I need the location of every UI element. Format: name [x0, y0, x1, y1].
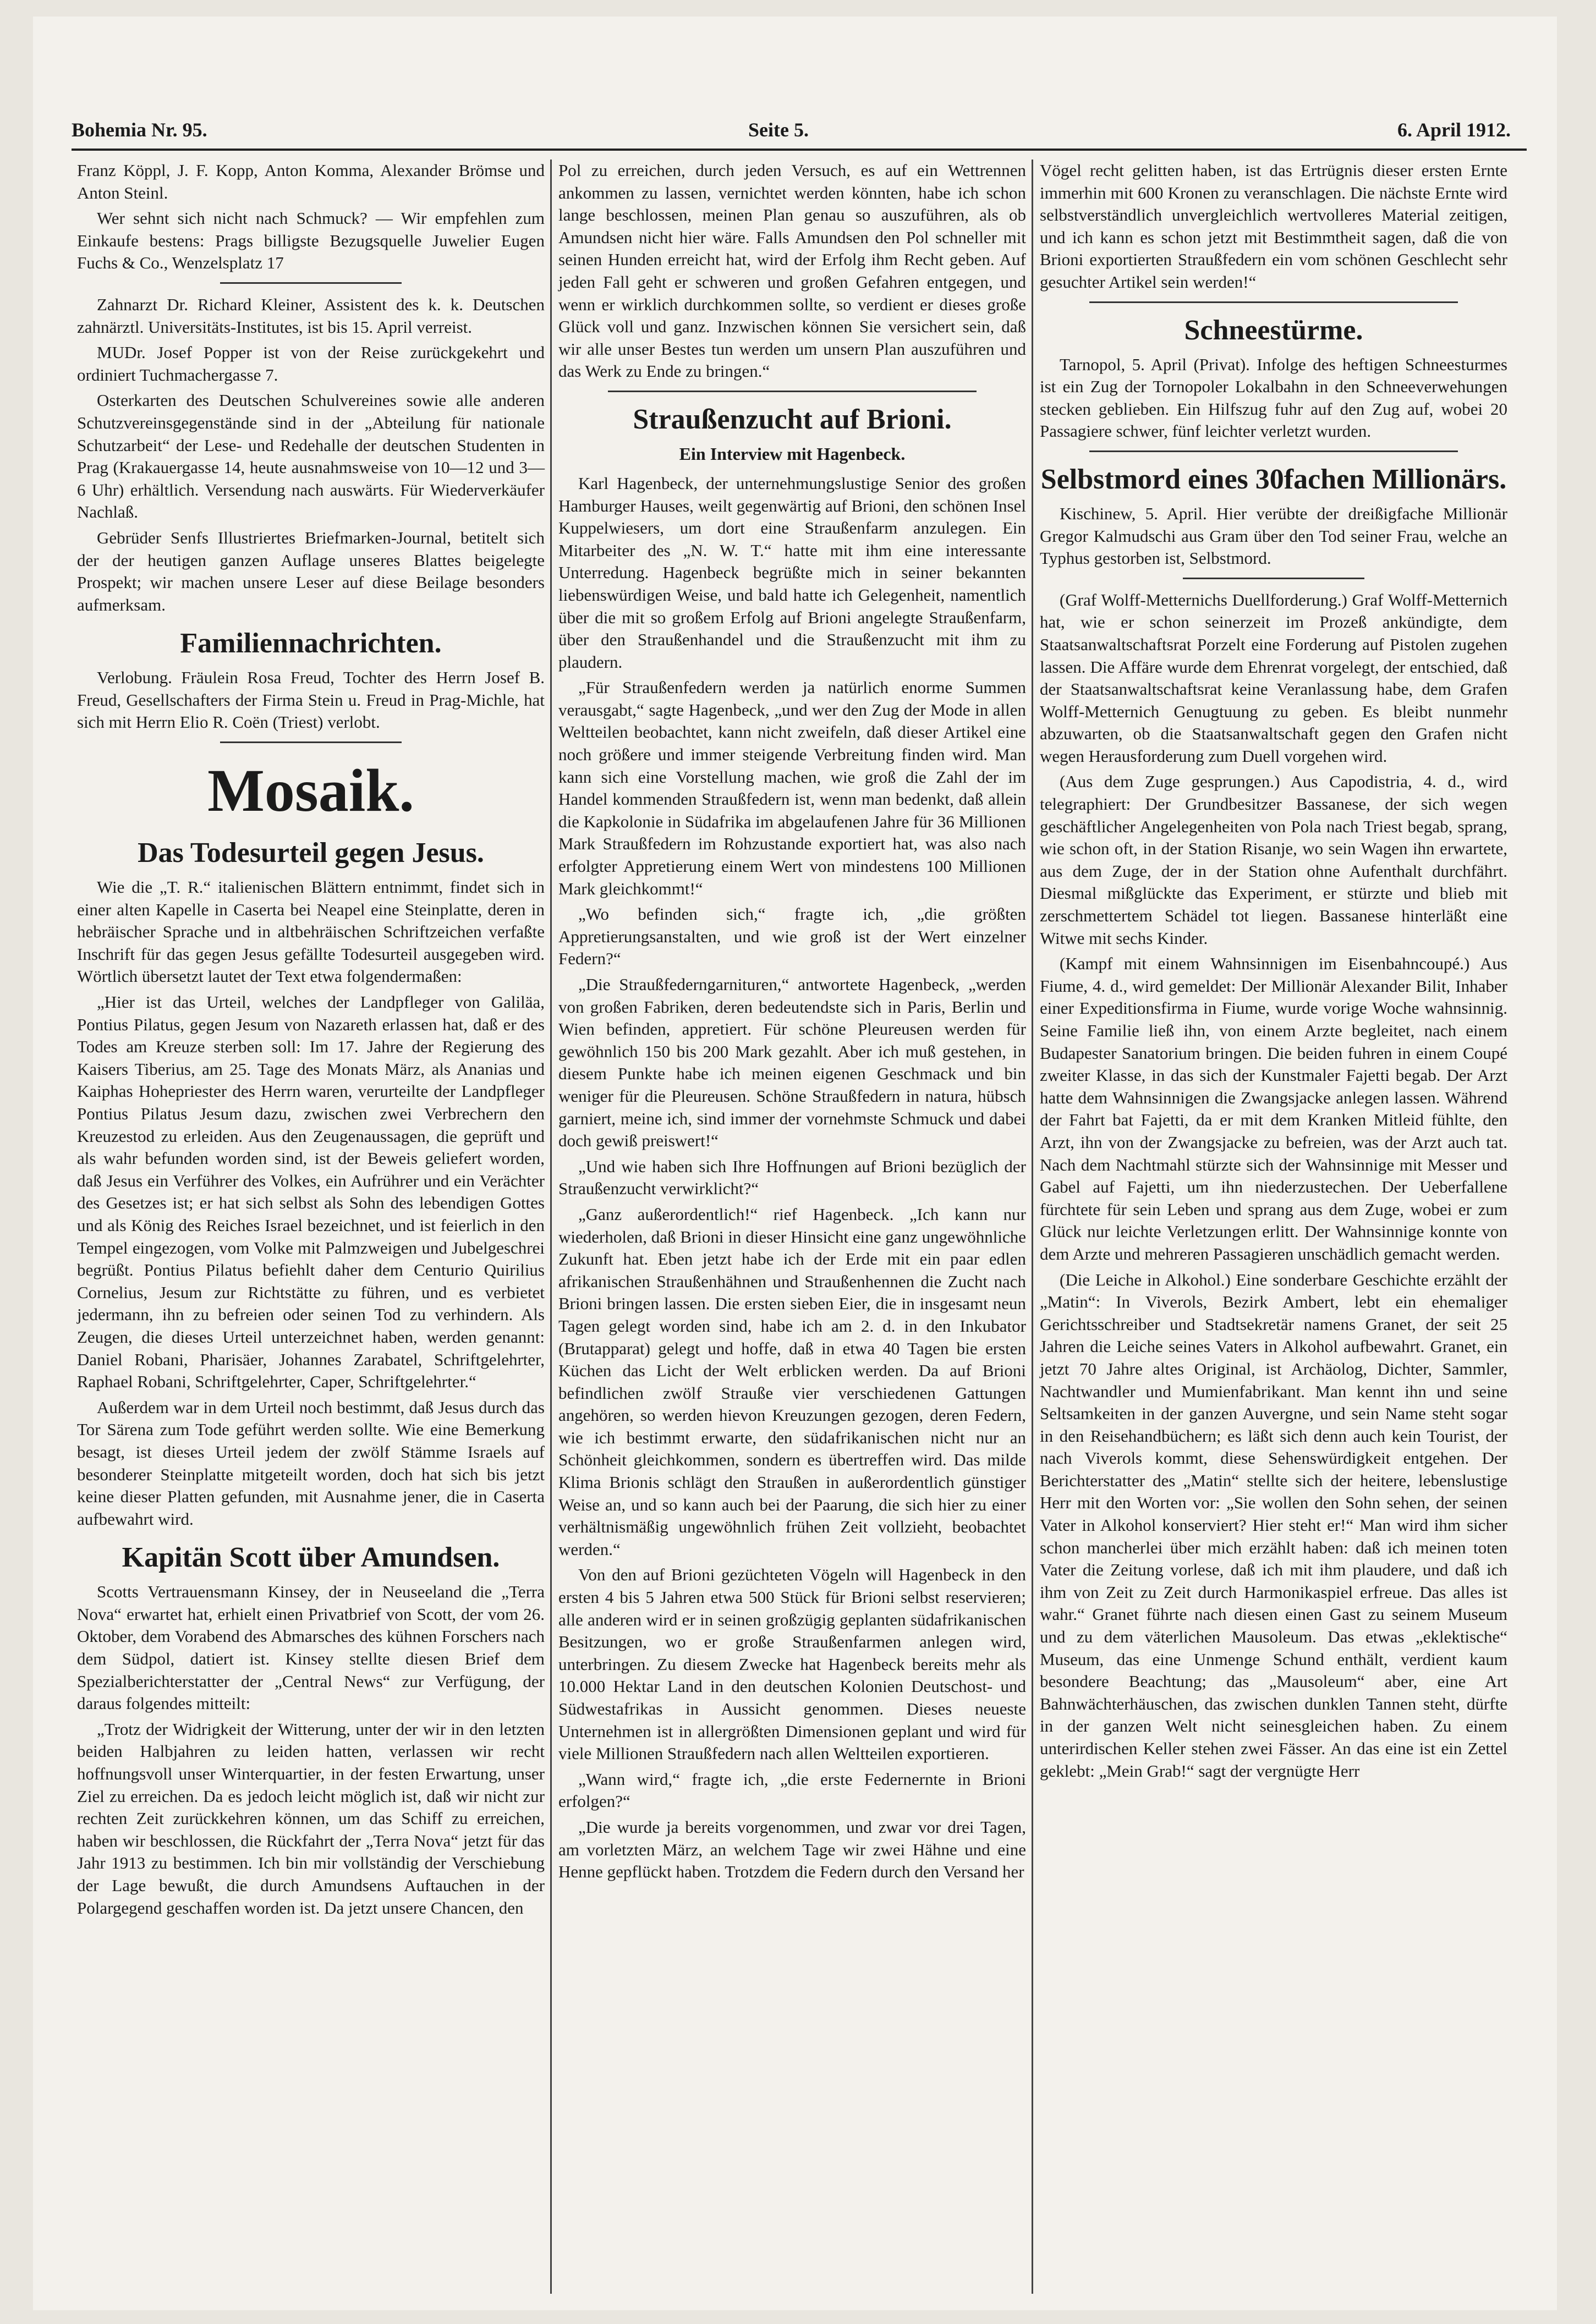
news-item: MUDr. Josef Popper ist von der Reise zurückgekehrt und ordiniert Tuchmachergasse 7.	[77, 343, 545, 384]
article-paragraph: Wie die „T. R.“ italienischen Blättern entnimmt, findet sich in einer alten Kapelle in Caserta bei Neapel eine Steinplatte, deren in hebräischer Sprache und in altbehräischen Schriftzeichen verfaßte Inschrift für das gegen Jesus gefällte Todesurteil ausgegeben wird. Wörtlich übersetzt lautet der Text etwa folgendermaßen:	[77, 877, 545, 986]
column-separator	[1032, 160, 1033, 2294]
column-right	[1040, 160, 1507, 1785]
article-heading: Schneestürme.	[1184, 314, 1363, 346]
article-heading: Kapitän Scott über Amundsen.	[122, 1542, 500, 1574]
news-item: Gebrüder Senfs Illustriertes Briefmarken-Journal, betitelt sich der der heutigen ganzen Auflage unseres Blattes beigelegte Prospekt; wir machen unsere Leser auf diese Beilage besonders aufmerksam.	[77, 528, 545, 614]
newspaper-page	[33, 17, 1557, 2310]
article-paragraph: Tarnopol, 5. April (Privat). Infolge des heftigen Schneesturmes ist ein Zug der Tornopoler Lokalbahn in den Schneeverwehungen stecken geblieben. Ein Hilfszug fuhr auf den Zug auf, wobei 20 Passagiere schwer, fünf leichter verletzt wurden.	[1040, 354, 1507, 441]
header-issue: Bohemia Nr. 95.	[72, 119, 207, 141]
article-paragraph: „Hier ist das Urteil, welches der Landpfleger von Galiläa, Pontius Pilatus, gegen Jesum von Nazareth erlassen hat, daß er des Todes am Kreuze sterben soll: Im 17. Jahre der Regierung des Kaisers Tiberius, am 25. Tage des Monats März, als Ananias und Kaiphas Hohepriester des Herrn waren, verurteilte der Landpfleger Pontius Pilatus Jesum dazu, zwischen zwei Verbrechern den Kreuzestod zu erleiden. Aus den Zeugenaussagen, die geprüft und als wahr befunden worden sind, ist der Beweis geliefert worden, daß Jesus ein Verführer des Volkes, ein Aufrührer und ein Verächter des Gesetzes ist; er hat sich selbst als Sohn des lebendigen Gottes und als König des Reiches Israel bezeichnet, und ist feierlich in den Tempel eingezogen, vom Volke mit Palmzweigen und Jubelgeschrei begrüßt. Pontius Pilatus befiehlt daher dem Centurio Quirilius Cornelius, Jesum zur Richtstätte zu führen, und es verbietet jedermann, ihn zu befreien oder seinen Tod zu verhindern. Als Zeugen, die dieses Urteil unterzeichnet haben, werden genannt: Daniel Robani, Pharisäer, Johannes Zarabatel, Schriftgelehrter, Raphael Robani, Schriftgelehrter, Caper, Schriftgelehrter.“	[77, 992, 545, 1392]
divider	[220, 282, 402, 284]
article-paragraph: (Aus dem Zuge gesprungen.) Aus Capodistria, 4. d., wird telegraphiert: Der Grundbesitzer Bassanese, der sich wegen geschäftlicher Angelegenheiten von Pola nach Triest begab, sprang, wie schon oft, in der Station Risanje, wo sein Wagen ihn erwartete, aus dem Zuge, der in der Station ohne Aufenthalt durchfährt. Diesmal mißglückte das Experiment, er stürzte und blieb mit zerschmettertem Schädel tot liegen. Bassanese hinterläßt eine Witwe mit sechs Kinder.	[1040, 772, 1507, 948]
article-paragraph: (Kampf mit einem Wahnsinnigen im Eisenbahncoupé.) Aus Fiume, 4. d., wird gemeldet: Der Millionär Alexander Bilit, Inhaber einer Expeditionsfirma in Fiume, wurde vorige Woche wahnsinnig. Seine Familie ließ ihn, von einem Arzte begleitet, nach einem Budapester Sanatorium bringen. Die beiden fuhren in einem Coupé zweiter Klasse, in das sich der Kunstmaler Fajetti begab. Der Arzt hatte dem Wahnsinnigen die Zwangsjacke anlegen lassen. Während der Fahrt bat Fajetti, da er mit dem Kranken Mitleid fühlte, den Arzt, ihn von der Zwangsjacke zu befreien, was der Arzt auch tat. Nach dem Nachtmahl stürzte sich der Wahnsinnige mit Messer und Gabel auf Fajetti, um ihn niederzustechen. Der Ueberfallene fürchtete für sein Leben und sprang aus dem Zuge, wobei er zum Glück nur leichte Verletzungen erlitt. Der Wahnsinnige konnte von dem Arzte und mehreren Passagieren unschädlich gemacht werden.	[1040, 954, 1507, 1263]
article-paragraph: „Ganz außerordentlich!“ rief Hagenbeck. „Ich kann nur wiederholen, daß Brioni in dieser Hinsicht eine ganz ungewöhnliche Zukunft hat. Eben jetzt habe ich der Erde mit ein paar edlen afrikanischen Straußenhähnen und Straußenhennen die Zucht nach Brioni bringen lassen. Die ersten sieben Eier, die in insgesamt neun Tagen gelegt worden sind, habe ich am 2. d. in den Inkubator (Brutapparat) gelegt und hoffe, daß in etwa 40 Tagen bie ersten Küchen das Licht der Welt erblicken werden. Da auf Brioni befindlichen zwölf Strauße vier verschiedenen Gattungen angehören, so werden hievon Kreuzungen gezogen, deren Federn, wie ich bestimmt erwarte, den südafrikanischen nicht nur an Schönheit gleichkommen, sondern es übertreffen wird. Das milde Klima Brionis schlägt den Straußen in außerordentlich günstiger Weise an, und so kann auch bei der Paarung, die sich hier zu einer verhältnismäßig ungewöhnlich frühen Zeit vollzieht, beobachtet werden.“	[558, 1204, 1026, 1559]
column-middle	[558, 160, 1026, 1887]
divider	[1089, 450, 1458, 452]
article-paragraph: (Die Leiche in Alkohol.) Eine sonderbare Geschichte erzählt der „Matin“: In Viverols, Bezirk Ambert, lebt ein ehemaliger Gerichtsschreiber und Stadtsekretär namens Granet, der seit 25 Jahren die Leiche seines Vaters in Alkohol aufbewahrt. Granet, ein jetzt 70 Jahre altes Original, ist Archäolog, Dichter, Sammler, Nachtwandler und Mumienfabrikant. Man kennt ihn und seine Seltsamkeiten in der ganzen Auvergne, und sein Name steht sogar in den Reisehandbüchern; es läßt sich denn auch kein Tourist, der nach Viverols kommt, diese Sehenswürdigkeit entgehen. Der Berichterstatter des „Matin“ stellte sich der heitere, lebenslustige Herr mit den Worten vor: „Sie wollen den Sohn sehen, der seinen Vater in Alkohol konserviert? Hier steht er!“ Man wird ihm sicher schon mancherlei über mich erzählt haben: daß ich meinen toten Vater die Zeitung vorlese, daß ich mit ihm plaudere, und daß ich ihm von Zeit zu Zeit durch Harmonikaspiel erfreue. Das alles ist wahr.“ Granet führte nach diesen einen Gast zu seinem Museum und zu dem väterlichen Mausoleum. Das etwas „eklektische“ Museum, das eine Unmenge Schund enthält, verdient kaum besondere Beachtung; das „Mausoleum“ aber, eine Art Bahnwächterhäuschen, das zwischen dunklen Tannen steht, dürfte in der ganzen Welt nicht seinesgleichen haben. Zu einem unterirdischen Keller stehen zwei Fässer. An das eine ist ein Zettel geklebt: „Mein Grab!“ sagt der vergnügte Herr	[1040, 1270, 1507, 1781]
article-paragraph: Von den auf Brioni gezüchteten Vögeln will Hagenbeck in den ersten 4 bis 5 Jahren etwa 500 Stück für Brioni selbst reservieren; alle anderen wird er in seinen großzügig geplanten südafrikanischen Besitzungen, wo er große Straußenfarmen anlegen wird, unterbringen. Zu diesem Zwecke hat Hagenbeck bereits mehr als 10.000 Hektar Land in den deutschen Kolonien Deutschost- und Südwestafrikas in Aussicht genommen. Dieses neueste Unternehmen ist in allergrößten Dimensionen geplant und wird für viele Millionen Straußfedern nach allen Weltteilen exportieren.	[558, 1565, 1026, 1763]
advert-jeweller: Wer sehnt sich nicht nach Schmuck? — Wir empfehlen zum Einkaufe bestens: Prags billigste Bezugsquelle Juwelier Eugen Fuchs & Co., Wenzelsplatz 17	[77, 208, 545, 273]
article-paragraph: Vögel recht gelitten haben, ist das Ertrügnis dieser ersten Ernte immerhin mit 600 Kronen zu veranschlagen. Die nächste Ernte wird selbstverständlich unvergleichlich wertvolleres Material zeitigen, und ich kann es schon jetzt mit Bestimmtheit sagen, daß die von Brioni exportierten Straußfedern ein vom schönen Geschlecht sehr gesuchter Artikel sein werden!“	[1040, 161, 1507, 292]
divider	[1089, 301, 1458, 303]
article-paragraph: Kischinew, 5. April. Hier verübte der dreißigfache Millionär Gregor Kalmudschi aus Gram über den Tod seiner Frau, welche an Typhus gestorben ist, Selbstmord.	[1040, 503, 1507, 568]
article-paragraph: Pol zu erreichen, durch jeden Versuch, es auf ein Wettrennen ankommen zu lassen, vernichtet werden könnten, habe ich schon lange beschlossen, meinen Plan genau so auszuführen, als ob Amundsen nicht hier wäre. Falls Amundsen den Pol schneller mit seinen Hunden erreicht hat, wird der Erfolg ihm Recht geben. Auf jeden Fall geht er schweren und großen Gefahren entgegen, und wenn er wirklich durchkommen sollte, so verdient er dieses große Glück voll und ganz. Inzwischen können Sie versichert sein, daß wir alle unser Bestes tun werden um unsern Plan auszuführen und das Werk zu Ende zu bringen.“	[558, 161, 1026, 381]
article-paragraph: „Die Straußfederngarnituren,“ antwortete Hagenbeck, „werden von großen Fabriken, deren bedeutendste sich in Paris, Berlin und Wien befinden, appretiert. Für schöne Pleureusen werden für gewöhnlich 150 bis 200 Mark gezahlt. Aber ich muß gestehen, in diesem Punkte habe ich meinen eigenen Geschmack und bin weniger für die Pleureusen. Schöne Straußfedern in natura, hübsch garniert, meine ich, sind immer der vornehmste Schmuck und dabei doch gewiß preiswert!“	[558, 975, 1026, 1151]
header-rule	[72, 149, 1527, 151]
article-paragraph: „Für Straußenfedern werden ja natürlich enorme Summen verausgabt,“ sagte Hagenbeck, „und wer den Zug der Mode in allen Weltteilen beobachtet, kann nicht zweifeln, daß dieser Artikel eine noch größere und immer steigende Verbreitung finden wird. Man kann sich eine Vorstellung machen, wie groß die Zahl der im Handel kommenden Straußfedern ist, wenn man bedenkt, daß allein die Kapkolonie in Südafrika im abgelaufenen Jahre für 36 Millionen Mark Straußfedern im Rohzustande exportiert hat, was also nach erfolgter Appretierung einem Wert von mindestens 100 Millionen Mark gleichkommt!“	[558, 678, 1026, 898]
article-heading: Das Todesurteil gegen Jesus.	[138, 837, 484, 869]
divider	[608, 391, 977, 392]
column-separator	[550, 160, 552, 2294]
article-paragraph: „Wo befinden sich,“ fragte ich, „die größten Appretierungsanstalten, und wie groß ist der Wert einzelner Federn?“	[558, 904, 1026, 969]
article-paragraph: „Und wie haben sich Ihre Hoffnungen auf Brioni bezüglich der Straußenzucht verwirklicht?“	[558, 1156, 1026, 1199]
article-paragraph: Karl Hagenbeck, der unternehmungslustige Senior des großen Hamburger Hauses, weilt gegenwärtig auf Brioni, den schönen Insel Kuppelwiesers, um dort eine Straußenfarm anzulegen. Ein Mitarbeiter des „N. W. T.“ hatte mit ihm eine interessante Unterredung. Hagenbeck begrüßte mich in seiner bekannten liebenswürdigen Weise, und bald hatte ich Gelegenheit, namentlich über die mit so großem Erfolg auf Brioni angelegte Straußenfarm, über den Straußenhandel und die Straußenzucht mit ihm zu plaudern.	[558, 473, 1026, 672]
article-paragraph: „Die wurde ja bereits vorgenommen, und zwar vor drei Tagen, am vorletzten März, an welchem Tage wir zwei Hähne und eine Henne gepflückt haben. Trotzdem die Federn durch den Versand her	[558, 1817, 1026, 1882]
news-item: Verlobung. Fräulein Rosa Freud, Tochter des Herrn Josef B. Freud, Gesellschafters der Firma Stein u. Freud in Prag-Michle, hat sich mit Herrn Elio R. Coën (Triest) verlobt.	[77, 668, 545, 732]
column-left	[77, 160, 545, 1922]
article-paragraph: Außerdem war in dem Urteil noch bestimmt, daß Jesus durch das Tor Särena zum Tode geführt werden sollte. Wie eine Bemerkung besagt, ist dieses Urteil jedem der zwölf Stämme Israels auf besonderer Steinplatte mitgeteilt worden, doch hat sich bis jetzt keine dieser Platten gefunden, mit Ausnahme jener, die in Caserta aufbewahrt wird.	[77, 1397, 545, 1529]
article-paragraph: „Trotz der Widrigkeit der Witterung, unter der wir in den letzten beiden Halbjahren zu leiden hatten, verlassen wir recht hoffnungsvoll unser Winterquartier, in der festen Erwartung, unser Ziel zu erreichen. Da es jedoch leicht möglich ist, daß wir nicht zur rechten Zeit zurückkehren können, um das Schiff zu erreichen, haben wir beschlossen, die Rückfahrt der „Terra Nova“ jetzt für das Jahr 1913 zu bestimmen. Ich bin mir vollständig der Verschiebung der Lage bewußt, die durch Amundsens Auftauchen in der Polargegend geschaffen worden ist. Da jetzt unsere Chancen, den	[77, 1719, 545, 1918]
page-header	[33, 113, 1529, 146]
article-heading: Selbstmord eines 30fachen Millionärs.	[1040, 463, 1507, 495]
article-subheading: Ein Interview mit Hagenbeck.	[679, 443, 906, 464]
news-item: Zahnarzt Dr. Richard Kleiner, Assistent des k. k. Deutschen zahnärztl. Universitäts-Institutes, ist bis 15. April verreist.	[77, 294, 545, 337]
section-heading-family: Familiennachrichten.	[180, 628, 442, 660]
article-heading: Straußenzucht auf Brioni.	[633, 403, 952, 435]
article-paragraph: Scotts Vertrauensmann Kinsey, der in Neuseeland die „Terra Nova“ erwartet hat, erhielt einen Privatbrief von Scott, der vom 26. Oktober, dem Vorabend des Abmarsches des kühnen Forschers nach dem Südpol, datiert ist. Kinsey stellte diesen Brief dem Spezialberichterstatter der „Central News“ zur Verfügung, der daraus folgendes mitteilt:	[77, 1582, 545, 1713]
article-paragraph: „Wann wird,“ fragte ich, „die erste Federnernte in Brioni erfolgen?“	[558, 1769, 1026, 1811]
section-title-mosaik: Mosaik.	[207, 757, 414, 825]
header-page-number: Seite 5.	[748, 119, 809, 141]
divider	[220, 741, 402, 743]
header-date: 6. April 1912.	[1397, 119, 1511, 141]
news-item: Osterkarten des Deutschen Schulvereines sowie alle anderen Schutzvereinsgegenstände sind in der „Abteilung für nationale Schutzarbeit“ der Lese- und Redehalle der deutschen Studenten in Prag (Krakauergasse 14, heute ausnahmsweise von 10—12 und 3—6 Uhr) erhältlich. Versendung nach auswärts. Für Wiederverkäufer Nachlaß.	[77, 391, 545, 522]
divider	[1183, 578, 1364, 579]
article-paragraph: (Graf Wolff-Metternichs Duellforderung.) Graf Wolff-Metternich hat, wie er schon seinerzeit im Prozeß ankündigte, dem Staatsanwaltschaftsrat Porzelt eine Forderung auf Pistolen zugehen lassen. Die Affäre wurde dem Ehrenrat vorgelegt, der entschied, daß der Staatsanwaltschaftsrat keine Veranlassung habe, dem Grafen Wolff-Metternich Genugtuung zu geben. Es bleibt nunmehr abzuwarten, ob die Staatsanwaltschaft gegen den Grafen nicht wegen Herausforderung zum Duell vorgehen wird.	[1040, 590, 1507, 766]
news-item: Franz Köppl, J. F. Kopp, Anton Komma, Alexander Brömse und Anton Steinl.	[77, 161, 545, 202]
